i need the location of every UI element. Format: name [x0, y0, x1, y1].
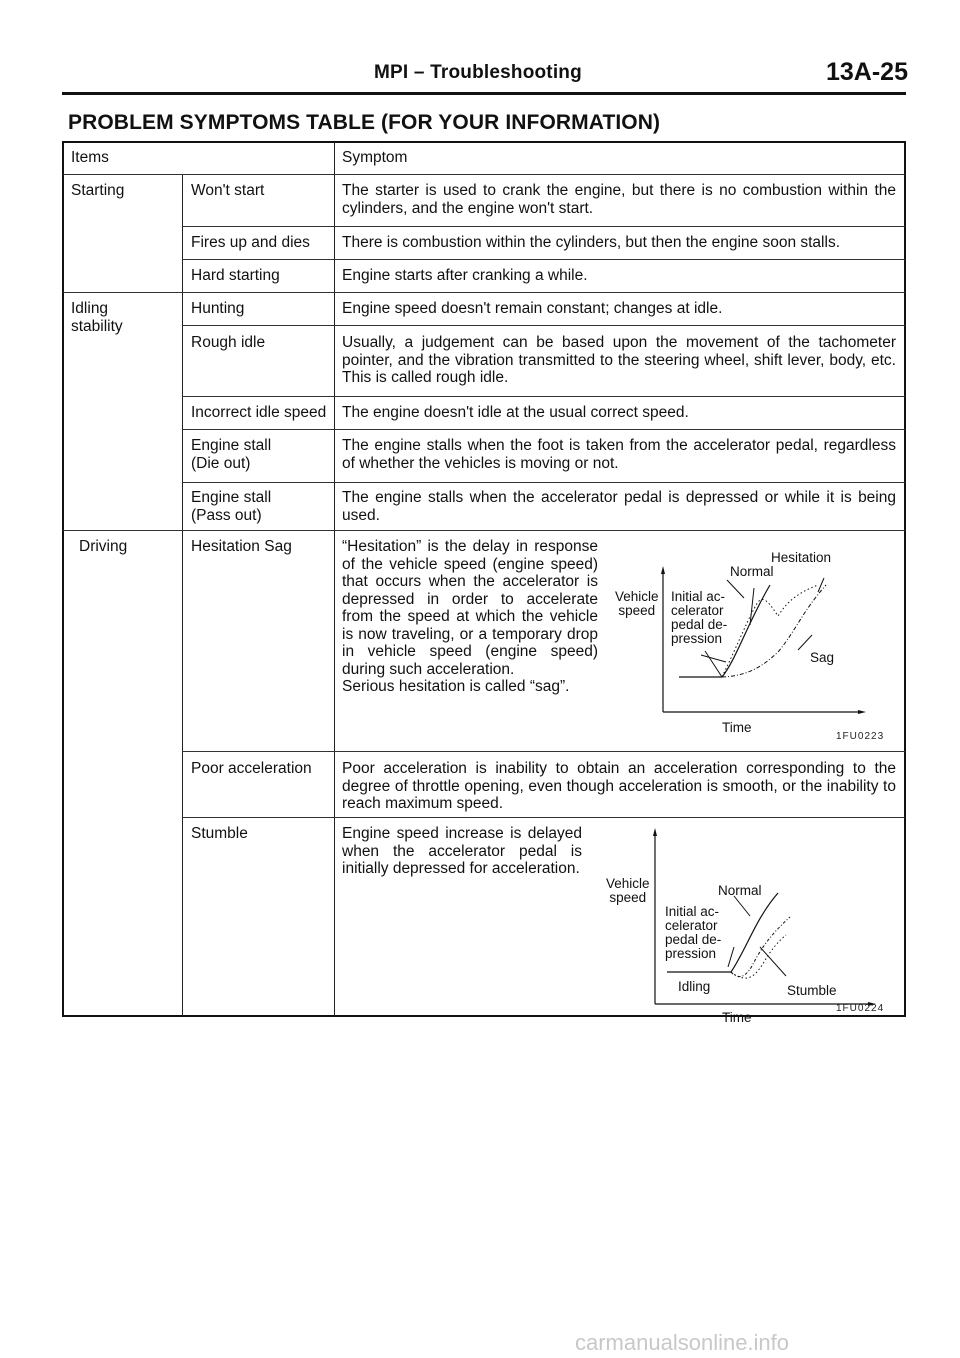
hesitation-label-sag: Sag: [810, 650, 835, 665]
item-label: Rough idle: [191, 334, 266, 351]
hesitation-label-normal: Normal: [730, 564, 774, 579]
stumble-label-idling: Idling: [678, 979, 711, 994]
symptom-text: “Hesitation” is the delay in response of the vehicle speed (engine speed) that occurs when the accelerator is depressed in order to accelerate from the speed at which the vehicle is now traveling, or a temporary drop in vehicle speed (engine speed) during such acceleration. Serious hesitation is called “sag”.: [342, 538, 598, 695]
hesitation-label-initial: Initial ac- celerator pedal de- pression: [671, 589, 728, 646]
item-label: Poor acceleration: [191, 760, 312, 777]
group-name-idling-stability: Idling stability: [71, 300, 123, 335]
stumble-x-axis-label: Time: [722, 1010, 752, 1025]
watermark-text: carmanualsonline.info: [575, 1330, 790, 1355]
page-header-title: MPI – Troubleshooting: [374, 62, 582, 83]
item-label: Hard starting: [191, 267, 280, 284]
symptom-text: The starter is used to crank the engine, but there is no combustion within the cylinders, and the engine won't start.: [342, 182, 896, 217]
symptom-text: Engine speed doesn't remain constant; changes at idle.: [342, 300, 723, 317]
symptom-text: Poor acceleration is inability to obtain an acceleration corresponding to the degree of throttle opening, even though acceleration is smooth, or the inability to reach maximum speed.: [342, 760, 896, 812]
symptom-text: Usually, a judgement can be based upon the movement of the tachometer pointer, and the vibration transmitted to the steering wheel, shift lever, body, etc. This is called rough idle.: [342, 334, 896, 386]
group-name-starting: Starting: [71, 182, 125, 199]
hesitation-label-top: Hesitation: [771, 550, 832, 565]
symptom-text: There is combustion within the cylinders, but then the engine soon stalls.: [342, 234, 840, 251]
symptom-text: The engine stalls when the foot is taken from the accelerator pedal, regardless of whether the vehicles is moving or not.: [342, 437, 896, 472]
item-label: Incorrect idle speed: [191, 404, 327, 421]
item-label: Engine stall (Die out): [191, 437, 272, 472]
symptom-text: The engine stalls when the accelerator pedal is depressed or while it is being used.: [342, 489, 896, 524]
item-label: Fires up and dies: [191, 234, 310, 251]
item-label: Stumble: [191, 825, 248, 842]
symptom-text: Engine starts after cranking a while.: [342, 267, 588, 284]
symptom-text: The engine doesn't idle at the usual correct speed.: [342, 404, 689, 421]
group-name-driving: Driving: [79, 538, 128, 555]
item-label: Won't start: [191, 182, 265, 199]
hesitation-y-axis-label: Vehicle speed: [615, 589, 659, 618]
symptom-text: Engine speed increase is delayed when the accelerator pedal is initially depressed for acceleration.: [342, 825, 582, 877]
stumble-label-stumble: Stumble: [787, 983, 837, 998]
stumble-figure-code: 1FU0224: [836, 1003, 885, 1014]
item-label: Hunting: [191, 300, 245, 317]
hesitation-x-axis-label: Time: [722, 720, 752, 735]
stumble-label-initial: Initial ac- celerator pedal de- pression: [665, 904, 722, 961]
page-number: 13A-25: [826, 58, 908, 86]
hesitation-figure-code: 1FU0223: [836, 731, 885, 742]
item-label: Hesitation Sag: [191, 538, 292, 555]
column-header-items: Items: [71, 149, 109, 166]
section-title: PROBLEM SYMPTOMS TABLE (FOR YOUR INFORMATION): [68, 111, 661, 134]
stumble-label-normal: Normal: [718, 883, 762, 898]
item-label: Engine stall (Pass out): [191, 489, 272, 524]
column-header-symptom: Symptom: [342, 149, 408, 166]
stumble-y-axis-label: Vehicle speed: [606, 876, 650, 905]
